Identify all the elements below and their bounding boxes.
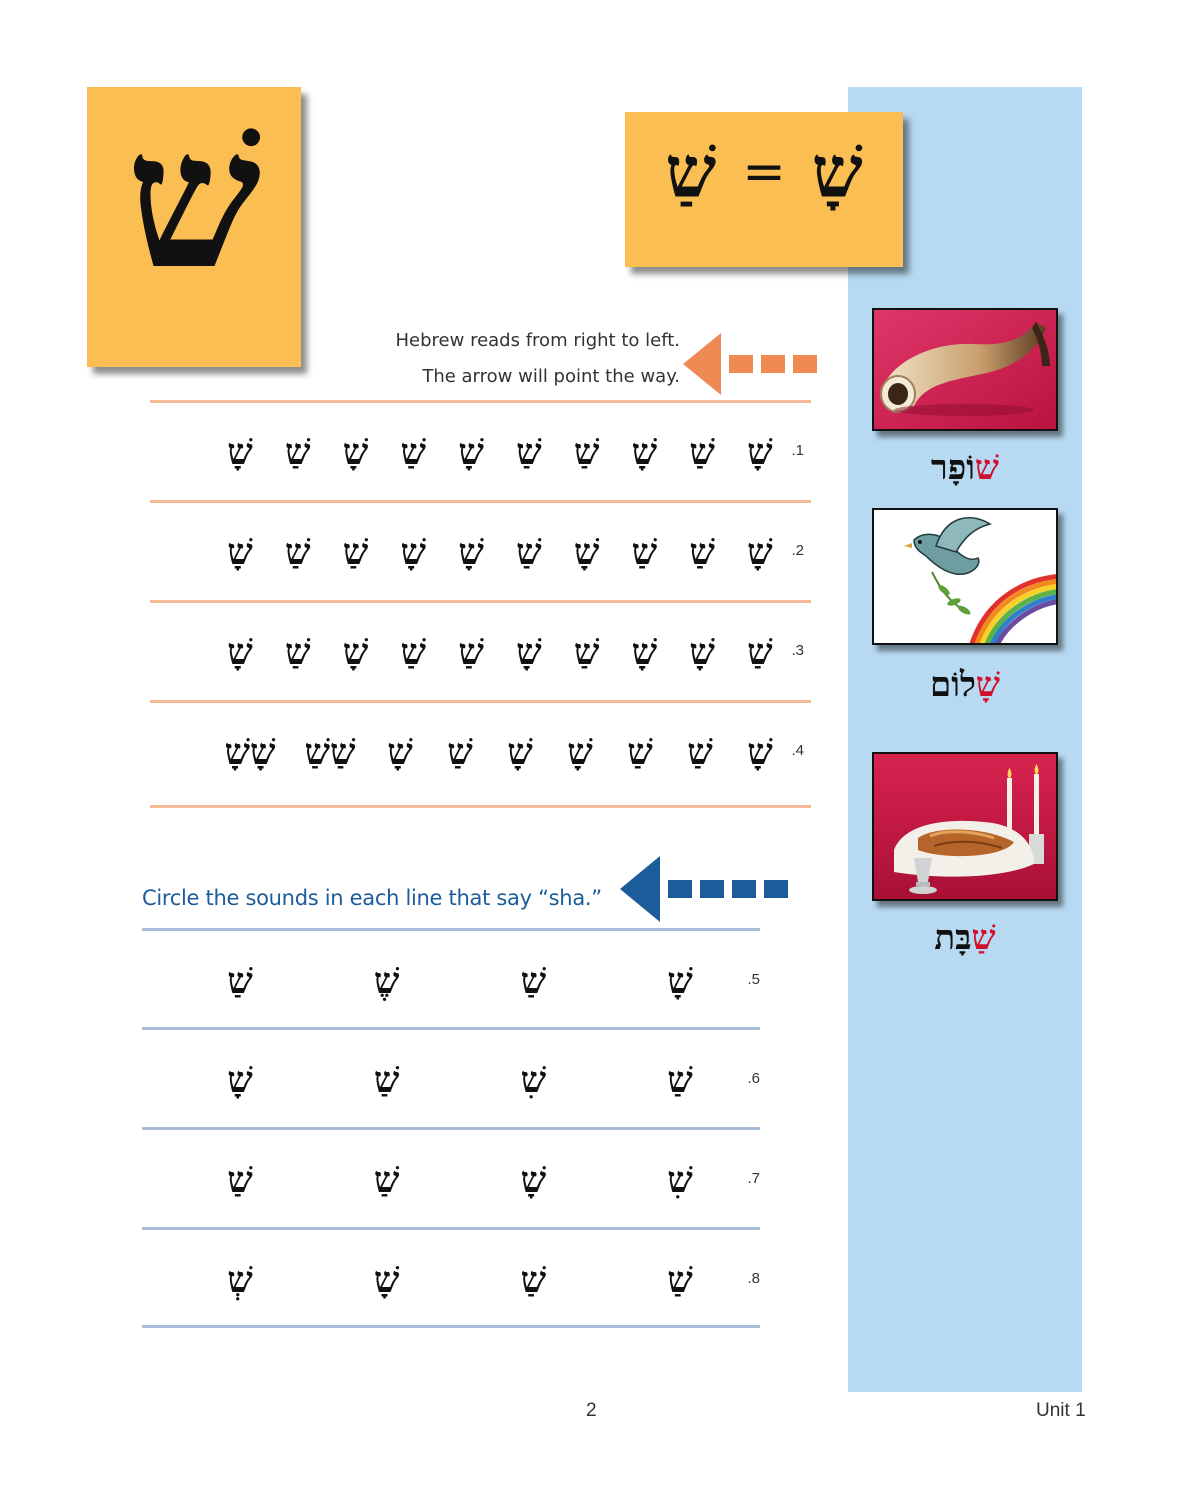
practice-glyph: שָׁ — [387, 731, 413, 773]
circle-glyph[interactable]: שִׁ — [667, 1159, 693, 1201]
circle-glyph[interactable]: שַׁ — [667, 1059, 693, 1101]
word-shabbat — [872, 918, 1058, 958]
practice-glyph: שַׁ — [400, 631, 427, 673]
practice-glyph: שָׁ — [689, 631, 715, 673]
row-number: .8 — [747, 1270, 760, 1287]
circle-glyph[interactable]: שִׁ — [520, 1059, 547, 1101]
practice-glyph: שָׁ — [567, 731, 593, 773]
circle-glyph[interactable]: שַׁ — [227, 1159, 253, 1201]
row-number: .5 — [747, 971, 760, 988]
practice-glyph: שָׁ — [516, 631, 542, 673]
circle-glyph[interactable]: שַׁ — [520, 1259, 547, 1301]
practice-glyph: שַׁ — [631, 531, 658, 573]
practice-glyph: שָׁ — [342, 631, 369, 673]
circle-glyph[interactable]: שַׁ — [227, 960, 253, 1002]
reading-direction-arrow-icon — [683, 333, 817, 395]
equation-card — [625, 112, 903, 267]
row-divider — [150, 600, 811, 603]
word-shabbat-initial: שַׁ — [971, 918, 996, 958]
circle-glyph[interactable]: שַׁ — [373, 1059, 400, 1101]
row-divider — [142, 1325, 760, 1328]
word-shofar-rest: וֹפָר — [931, 448, 975, 488]
practice-glyph: שַׁ — [285, 531, 311, 573]
practice-row-3 — [220, 622, 810, 682]
practice-glyph-pair: שָׁשָׁ — [224, 731, 276, 773]
practice-glyph: שָׁ — [507, 731, 533, 773]
circle-row-6 — [200, 1050, 760, 1110]
practice-glyph: שַׁ — [516, 431, 542, 473]
circle-row-7 — [200, 1150, 760, 1210]
word-shalom — [872, 665, 1058, 705]
practice-row-1 — [220, 422, 810, 482]
row-number: .1 — [791, 442, 804, 459]
row-divider — [150, 805, 811, 808]
word-shofar-initial: שׁ — [974, 448, 999, 488]
practice-row-4 — [220, 722, 810, 782]
circle-glyph[interactable]: שַׁ — [667, 1259, 693, 1301]
practice-glyph: שַׁ — [447, 731, 473, 773]
row-divider — [150, 500, 811, 503]
practice-glyph: שָׁ — [227, 631, 253, 673]
row-divider — [142, 1227, 760, 1230]
practice-glyph: שָׁ — [400, 531, 427, 573]
practice-glyph: שָׁ — [747, 731, 773, 773]
equation-left: שַׁ — [665, 129, 717, 214]
practice-glyph: שַׁ — [627, 731, 653, 773]
equation-right: שָׁ — [811, 129, 863, 214]
practice-glyph: שָׁ — [573, 531, 600, 573]
word-shalom-rest: לוֹם — [930, 665, 976, 705]
circle-row-8 — [200, 1250, 760, 1310]
letter-shin: שׁ — [126, 88, 262, 311]
letter-card — [87, 87, 301, 367]
practice-glyph: שַׁ — [400, 431, 427, 473]
row-number: .7 — [747, 1170, 760, 1187]
row-divider — [142, 928, 760, 931]
side-panel — [848, 87, 1082, 1392]
practice-glyph: שָׁ — [342, 431, 369, 473]
circle-glyph[interactable]: שַׁ — [373, 1159, 400, 1201]
word-shalom-initial: שָׁ — [975, 665, 1000, 705]
shabbat-candles-photo — [872, 752, 1058, 901]
row-divider — [150, 400, 811, 403]
unit-label: Unit 1 — [1036, 1400, 1086, 1421]
practice-glyph: שָׁ — [747, 531, 773, 573]
practice-glyph: שָׁ — [227, 531, 253, 573]
circle-glyph[interactable]: שֶׁ — [373, 960, 400, 1002]
practice-glyph: שָׁ — [631, 431, 658, 473]
practice-glyph: שָׁ — [747, 431, 773, 473]
practice-glyph: שַׁ — [342, 531, 369, 573]
instruction-line-2: The arrow will point the way. — [422, 366, 680, 387]
practice-glyph: שָׁ — [631, 631, 658, 673]
row-divider — [142, 1027, 760, 1030]
practice-glyph: שַׁ — [285, 431, 311, 473]
circle-instruction: Circle the sounds in each line that say “sha.” — [142, 886, 602, 910]
row-number: .6 — [747, 1070, 760, 1087]
practice-glyph: שַׁ — [458, 631, 484, 673]
practice-glyph: שַׁ — [747, 631, 773, 673]
practice-glyph: שַׁ — [285, 631, 311, 673]
shofar-photo — [872, 308, 1058, 431]
circle-glyph[interactable]: שָׁ — [373, 1259, 400, 1301]
word-shofar — [872, 448, 1058, 488]
practice-glyph: שַׁ — [516, 531, 542, 573]
circle-glyph[interactable]: שְׁ — [227, 1259, 253, 1301]
row-number: .2 — [791, 542, 804, 559]
equals-sign: = — [742, 142, 786, 202]
row-divider — [142, 1127, 760, 1130]
practice-glyph: שַׁ — [689, 431, 715, 473]
practice-row-2 — [220, 522, 810, 582]
dove-rainbow-illustration — [872, 508, 1058, 645]
practice-glyph: שַׁ — [689, 531, 715, 573]
circle-glyph[interactable]: שַׁ — [520, 960, 547, 1002]
row-divider — [150, 700, 811, 703]
practice-glyph: שָׁ — [227, 431, 253, 473]
practice-glyph-pair: שַׁשַׁ — [304, 731, 356, 773]
reading-direction-arrow-icon — [620, 856, 788, 922]
practice-glyph: שַׁ — [573, 631, 600, 673]
circle-row-5 — [200, 951, 760, 1011]
page-number: 2 — [586, 1400, 597, 1421]
practice-glyph: שָׁ — [458, 531, 484, 573]
circle-glyph[interactable]: שָׁ — [520, 1159, 547, 1201]
instruction-line-1: Hebrew reads from right to left. — [395, 330, 680, 351]
circle-glyph[interactable]: שָׁ — [227, 1059, 253, 1101]
word-shabbat-rest: בָּת — [934, 918, 972, 958]
circle-glyph[interactable]: שָׁ — [667, 960, 693, 1002]
practice-glyph: שַׁ — [573, 431, 600, 473]
row-number: .4 — [791, 742, 804, 759]
practice-glyph: שַׁ — [687, 731, 713, 773]
practice-glyph: שָׁ — [458, 431, 484, 473]
row-number: .3 — [791, 642, 804, 659]
